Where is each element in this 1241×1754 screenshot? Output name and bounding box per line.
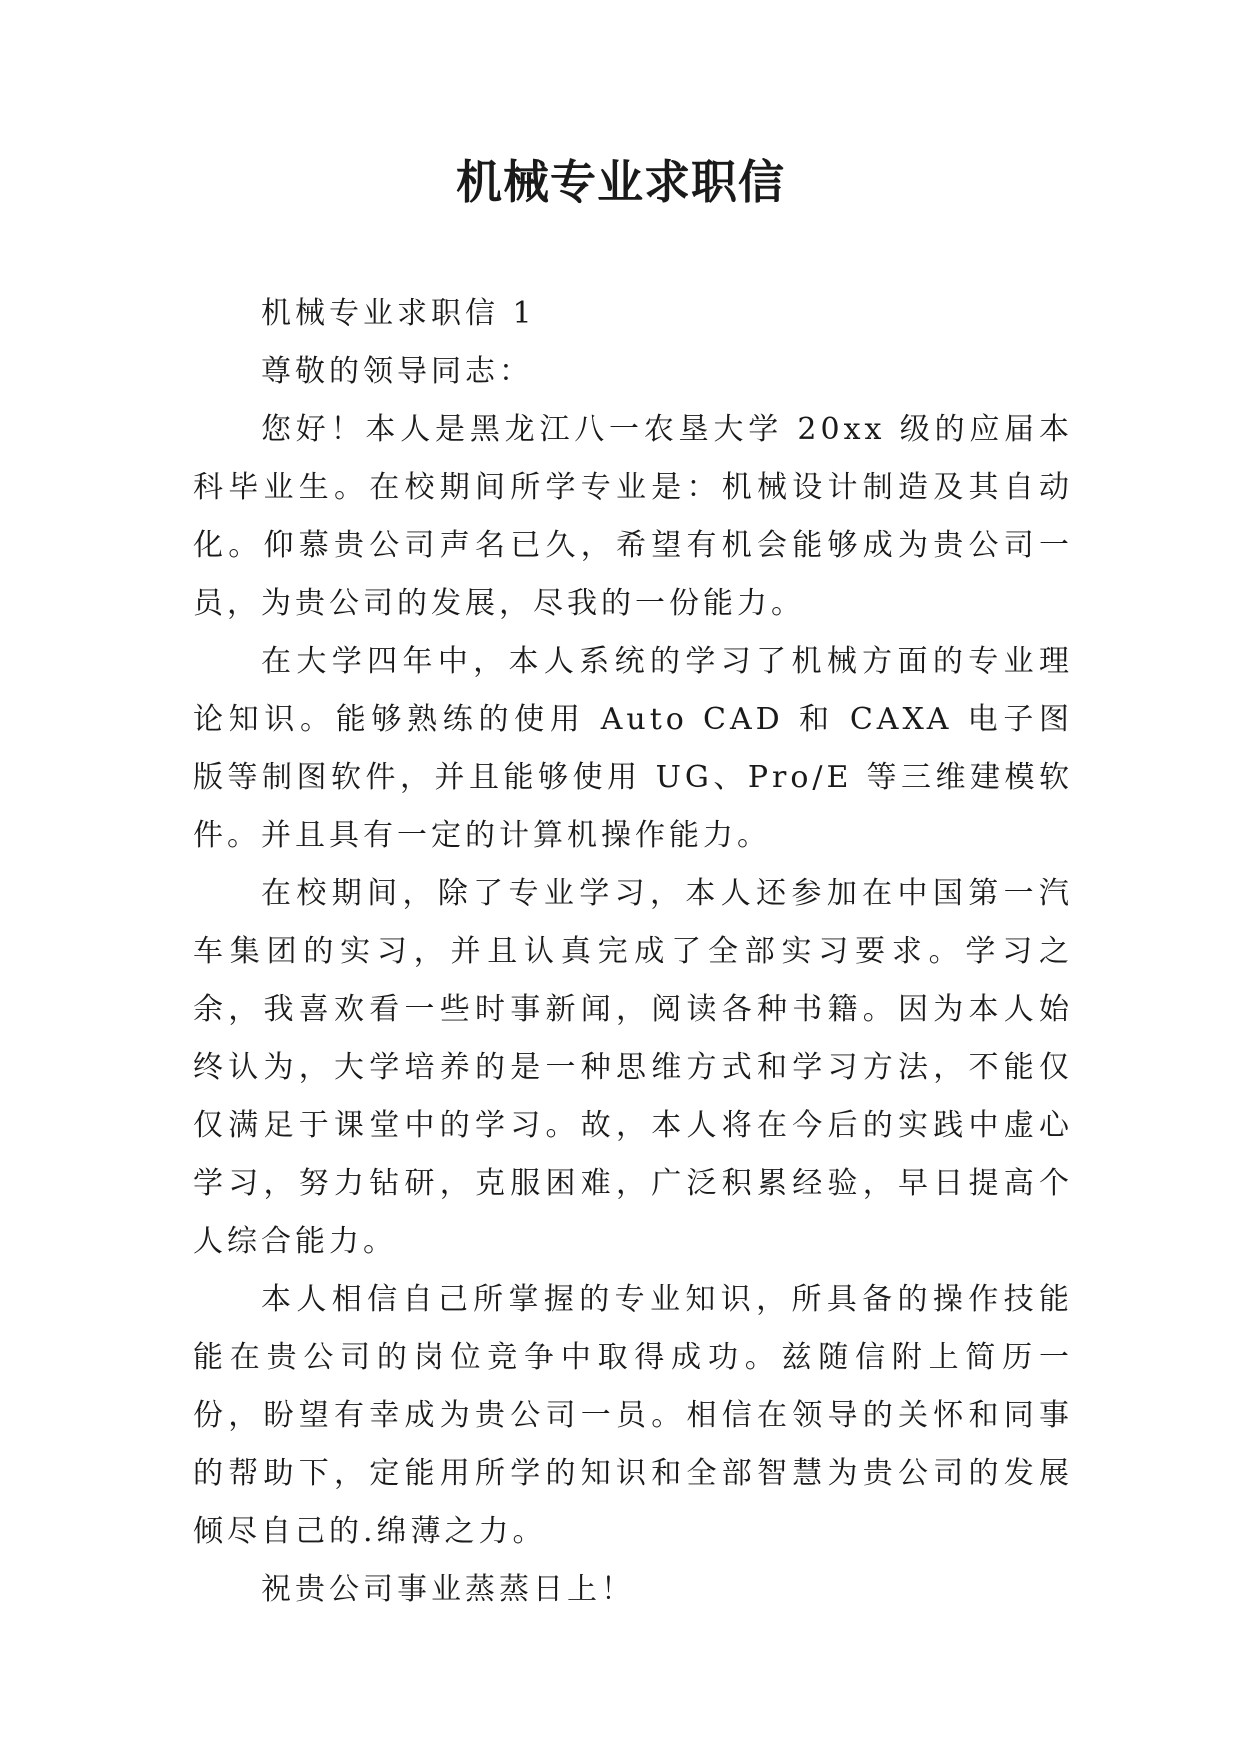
document-title: 机械专业求职信	[456, 155, 785, 209]
document-body	[193, 285, 1073, 1619]
letter-paragraph-3: 在校期间，除了专业学习，本人还参加在中国第一汽车集团的实习，并且认真完成了全部实习要求。学习之余，我喜欢看一些时事新闻，阅读各种书籍。因为本人始终认为，大学培养的是一种思维方式和学习方法，不能仅仅满足于课堂中的学习。故，本人将在今后的实践中虚心学习，努力钻研，克服困难，广泛积累经验，早日提高个人综合能力。	[193, 876, 1073, 1259]
letter-subtitle: 机械专业求职信 1	[261, 296, 536, 331]
letter-paragraph-2: 在大学四年中，本人系统的学习了机械方面的专业理论知识。能够熟练的使用 Auto CAD 和 CAXA 电子图版等制图软件，并且能够使用 UG、Pro/E 等三维建模软件。并且具有一定的计算机操作能力。	[193, 644, 1073, 853]
letter-paragraph-4: 本人相信自己所掌握的专业知识，所具备的操作技能能在贵公司的岗位竞争中取得成功。兹随信附上简历一份，盼望有幸成为贵公司一员。相信在领导的关怀和同事的帮助下，定能用所学的知识和全部智慧为贵公司的发展倾尽自己的.绵薄之力。	[193, 1282, 1073, 1549]
letter-closing: 祝贵公司事业蒸蒸日上！	[261, 1572, 635, 1607]
letter-paragraph-1: 您好！本人是黑龙江八一农垦大学 20xx 级的应届本科毕业生。在校期间所学专业是：机械设计制造及其自动化。仰慕贵公司声名已久，希望有机会能够成为贵公司一员，为贵公司的发展，尽我的一份能力。	[193, 412, 1073, 621]
letter-salutation: 尊敬的领导同志：	[261, 354, 533, 389]
